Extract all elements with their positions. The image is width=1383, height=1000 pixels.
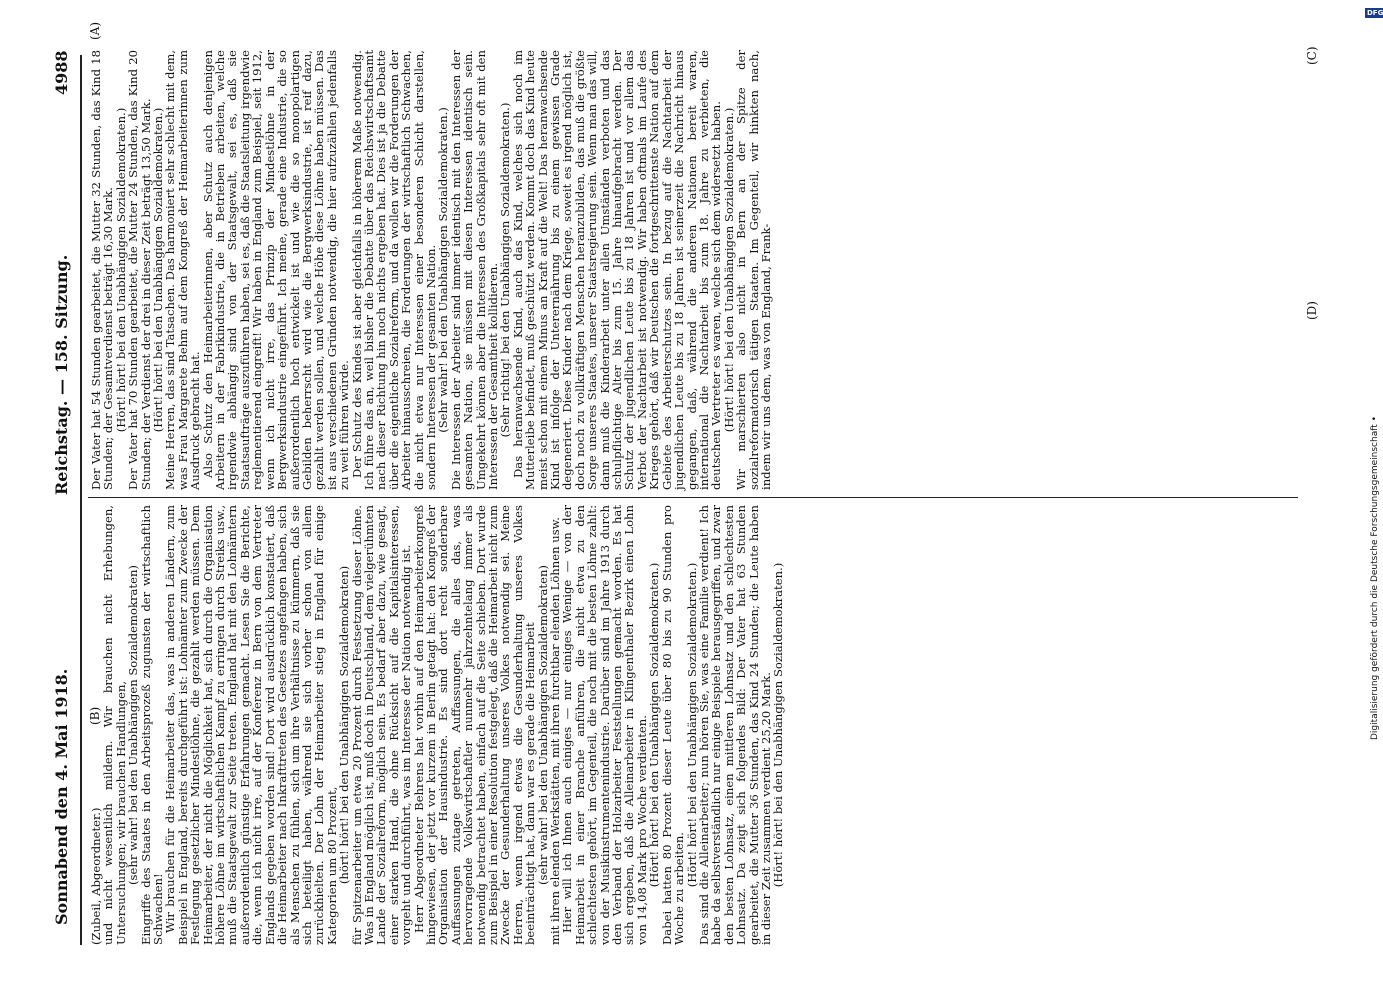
paragraph: und nicht wesentlich mildern. Wir brauchen nicht Erhebungen, Untersuchungen; wir brauchen Handlungen, (101, 505, 128, 945)
paragraph: Die Interessen der Arbeiter sind immer identisch mit den Interessen der gesamten Nation, sie müssen mit diesen Interessen identisch sein. Umgekehrt können aber die Interessen des Großkapitals sehr oft mit den Interessen der Gesamtheit kollidieren. (448, 50, 500, 490)
running-title: Reichstag. — 158. Sitzung. (52, 254, 71, 495)
paragraph: Herr Abgeordneter Behrens hat vorhin auf den Heimarbeiterkongreß hingewiesen, der jetzt vor kurzem in Berlin getagt hat: den Kongreß der Organisation der Hausindustrie. Es sind dort recht sonderbare Auffassungen zutage getreten, Auffassungen, die alles das, was hervorragende Volkswirtschaftler nunmehr jahrzehntelang immer als notwendig betrachtet haben, einfach auf die Seite schieben. Dort wurde zum Beispiel in einer Resolution festgelegt, daß die Heimarbeit nicht zum Zwecke der Gesunderhaltung unseres Volkes notwendig sei. Meine Herren, wenn irgend etwas die Gesunderhaltung unseres Volkes beeinträchtigt hat, dann war es gerade die Heimarbeit (411, 505, 538, 945)
header-rule (80, 55, 82, 945)
page-date: Sonnabend den 4. Mai 1918. (52, 668, 71, 925)
interjection: (Sehr wahr! bei den Unabhängigen Sozialdemokraten.) (436, 107, 451, 433)
margin-letter-c: (C) (1305, 46, 1319, 65)
interjection: (hört! hört! bei den Unabhängigen Sozialdemokraten) (337, 565, 352, 885)
interjection: (Hört! hört! bei den Unabhängigen Sozialdemokraten.) (684, 562, 699, 888)
paragraph: für Spitzenarbeiter um etwa 20 Prozent durch Festsetzung dieser Löhne. Was in England möglich ist, muß doch in Deutschland, dem vielgerühmten Lande der Sozialreform, möglich sein. Es bedarf aber dazu, wie gesagt, einer starken Hand, die ohne Rücksicht auf die Kapitalsinteressen, vorgeht und durchführt, was im Interesse der Nation notwendig ist. (349, 505, 414, 945)
page-number: 4988 (52, 50, 71, 95)
right-text-column (90, 50, 1300, 490)
paragraph: Das sind die Alleinarbeiter; nun hören Sie, was eine Familie verdient! Ich habe da selbstverständlich nur einige Beispiele herausgegriffen, und zwar den besten Lohnsatz, einen mittleren Lohnsatz und den schlechtesten Lohnsatz. Da zeigt sich folgendes Bild: Der Vater hat 63 Stunden gearbeitet, die Mutter 36 Stunden, das Kind 24 Stunden; die Leute haben in dieser Zeit zusammen verdient 25,20 Mark. (696, 505, 773, 945)
margin-letter-b: (B) (88, 706, 102, 725)
paragraph: Der Schutz des Kindes ist aber gleichfalls in höherem Maße notwendig. Ich führe das an, weil bisher die Debatte über das Reichswirtschaftsamt nach dieser Richtung hin noch nichts ergeben hat. Dies ist ja die Debatte über die eigentliche Sozialreform, und da wollen wir die Forderungen der Arbeiter hinausschreien, die Forderungen der wirtschaftlich Schwachen, die nicht etwa nur Interessen einer besonderen Schicht darstellen, sondern Interessen der gesamten Nation. (349, 50, 438, 490)
margin-letter-a: (A) (88, 21, 102, 40)
dfg-logo: DFG (1365, 8, 1383, 18)
paragraph: Wir marschierten also nicht in Bern an der Spitze der sozialreformatorisch tätigen Staaten. Im Gegenteil, wir hinkten nach, indem wir uns dem, was von England, Frank- (734, 50, 773, 490)
column-divider (88, 497, 1298, 498)
interjection: (Hört! hört! bei den Unabhängigen Sozialdemokraten.) (721, 107, 736, 433)
paragraph: Also Schutz den Heimarbeiterinnen, aber Schutz auch denjenigen Arbeitern in der Fabrikindustrie, die in Betrieben arbeiten, welche irgendwie abhängig sind von der Staatsgewalt, sei es, daß sie Staatsaufträge auszuführen haben, sei es, daß die Staatsleitung irgendwie reglementierend eingreift! Wir haben in England zum Beispiel, seit 1912, wenn ich nicht irre, das Prinzip der Mindestlöhne in der Bergwerksindustrie eingeführt. Ich meine, gerade eine Industrie, die so außerordentlich hoch entwickelt ist und wie die so monopolartigen Gebilden beherrscht wird wie die Bergwerksindustrie, ist reif dazu, gezahlt werden sollen, und welche Höhe diese Löhne haben müssen. Das ist aus verschiedenen Gründen notwendig, die hier aufzuzählen jedenfalls zu weit führen würde. (200, 50, 352, 490)
paragraph: Der Vater hat 70 Stunden gearbeitet, die Mutter 24 Stunden, das Kind 20 Stunden; der Verdienst der drei in dieser Zeit beträgt 13,50 Mark. (126, 50, 153, 490)
paragraph: Der Vater hat 54 Stunden gearbeitet, die Mutter 32 Stunden, das Kind 18 Stunden; der Gesamtverdienst beträgt 16,30 Mark. (89, 50, 116, 490)
interjection: (Hört! hört! bei den Unabhängigen Sozialdemokraten.) (113, 107, 128, 433)
paragraph: Wir brauchen für die Heimarbeiter das, was in anderen Ländern, zum Beispiel in England, bereits durchgeführt ist: Lohnämter zum Zwecke der Festlegung gesetzlicher Mindestlöhne, die gezahlt werden müssen. Dem Heimarbeiter, der nicht die Möglichkeit hat, sich durch die Organisation höhere Löhne im wirtschaftlichen Kampf zu erringen durch Streiks usw., muß die Staatsgewalt zur Seite treten. England hat mit den Lohnämtern außerordentlich günstige Erfahrungen gemacht. Lesen Sie die Berichte, die, wenn ich nicht irre, auf der Konferenz in Bern von dem Vertreter Englands gegeben worden sind! Dort wird ausdrücklich konstatiert, daß die Heimarbeiter nach Inkrafttreten des Gesetzes angefangen haben, sich als Menschen zu fühlen, sich um ihre Verhältnisse zu kümmern, daß sie sich beteiligt haben, während sie sich vorher schon von allem zurückhielten. Der Lohn der Heimarbeiter stieg in England für einige Kategorien um 80 Prozent, (163, 505, 339, 945)
paragraph: (Zubeil, Abgeordneter.) (89, 807, 103, 945)
interjection: (Hört! hört! bei den Unabhängigen Sozialdemokraten.) (647, 562, 662, 888)
interjection: (Hört! hört! bei den Unabhängigen Sozialdemokraten.) (151, 107, 166, 433)
paragraph: Dabei hatten 80 Prozent dieser Leute über 80 bis zu 90 Stunden pro Woche zu arbeiten. (659, 505, 687, 945)
interjection: (Sehr richtig! bei den Unabhängigen Sozialdemokraten.) (498, 102, 513, 438)
paragraph: Meine Herren, das sind Tatsachen. Das harmoniert sehr schlecht mit dem, was Frau Margarete Behm auf dem Kongreß der Heimarbeiterinnen zum Ausdruck gebracht hat. (163, 50, 203, 490)
paragraph: Hier will ich Ihnen auch einiges — nur einiges Wenige — von der Heimarbeit in einer Branche anführen, die nicht etwa zu den schlechtesten gehört, im Gegenteil, die noch mit die besten Löhne zahlt: von der Musikinstrumentenindustrie. Darüber sind im Jahre 1913 durch den Verband der Holzarbeiter Feststellungen gemacht worden. Es hat sich ergeben, daß die Alleinarbeiter in Klingenthaler Bezirk einen Lohn von 14,08 Mark pro Woche verdienten. (560, 505, 649, 945)
paragraph: mit ihren elenden Werkstätten, mit ihren furchtbar elenden Löhnen usw. (548, 517, 563, 945)
interjection: (Hört! hört! bei den Unabhängigen Sozialdemokraten.) (771, 562, 786, 888)
paragraph: Eingriffe des Staates in den Arbeitsprozeß zugunsten der wirtschaftlich Schwachen! (138, 505, 166, 945)
interjection: (sehr wahr! bei den Unabhängigen Sozialdemokraten) (535, 565, 550, 885)
digitization-credit: Digitalisierung gefördert durch die Deutsche Forschungsgemeinschaft • (1370, 416, 1380, 740)
paragraph: Das heranwachsende Kind, auch das Kind, welches sich noch im Mutterleibe befindet, muß geschützt werden. Kommt doch das Kind heute meist schon mit einem Minus an Kraft auf die Welt! Das heranwachsende Kind ist infolge der Unterernährung bis zu einem gewissen Grade degeneriert. Diese Kinder nach dem Kriege, soweit es irgend möglich ist, doch noch zu vollkräftigen Menschen heranzubilden, das muß die größte Sorge unseres Staates, unserer Staatsregierung sein. Wenn man das will, dann muß die Kinderarbeit unter allen Umständen verboten und das schulpflichtige Alter bis zum 15. Jahre hinaufgebracht werden. Der Schutz der jugendlichen Leute bis zu 18 Jahren ist und vor allem das Verbot der Nachtarbeit ist notwendig. Wir haben oftmals im Laufe des Krieges gehört, daß wir Deutschen die fortgeschrittenste Nation auf dem Gebiete des Arbeiterschutzes sein. In bezug auf die Nachtarbeit der jugendlichen Leute bis zu 18 Jahren ist seinerzeit die Nachricht hinaus gegangen, daß, während die anderen Nationen bereit waren, international die Nachtarbeit bis zum 18. Jahre zu verbieten, die deutschen Vertreter es waren, welche sich dem widersetzt haben. (510, 50, 724, 490)
margin-letter-d: (D) (1305, 301, 1319, 320)
interjection: (sehr wahr! bei den Unabhängigen Sozialdemokraten) (126, 565, 141, 885)
left-text-column (90, 505, 1300, 945)
